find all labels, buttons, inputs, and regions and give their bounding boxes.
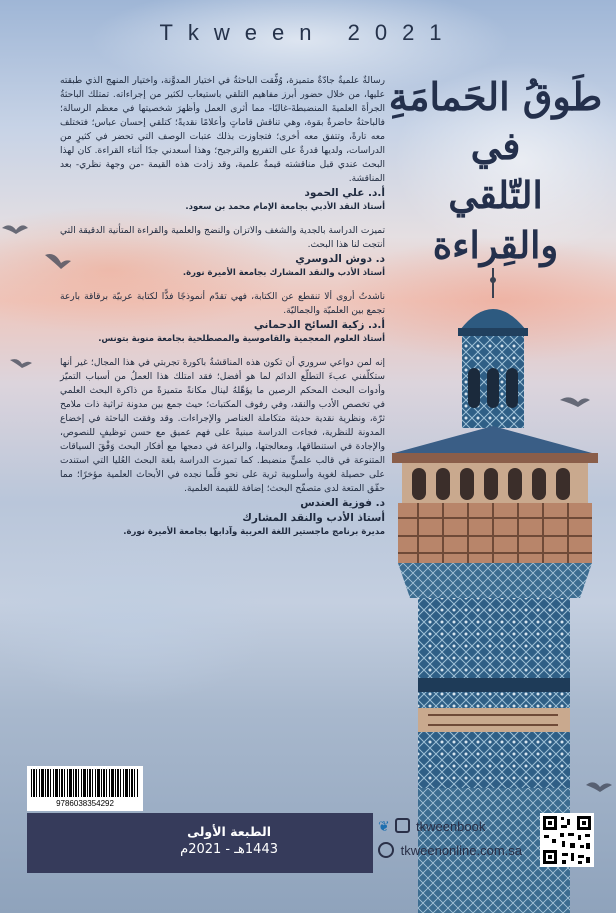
bird-icon: [10, 359, 32, 368]
reviewer-affiliation-3: أستاذ العلوم المعجمية والقاموسية والمصطلحية بجامعة منوبة بتونس.: [98, 334, 385, 344]
isbn-number: 9786038354292: [56, 799, 114, 808]
reviewer-name-3: أ.د. زكية السائح الدحماني: [253, 319, 385, 331]
review-text-2: تميزت الدراسة بالجدية والشغف والاتزان والنضج والعلمية والقراءة المتأنية الدقيقة التي أنتجت لنا هذا البحث.: [60, 226, 385, 250]
review-text-3: ناشدتُ أروى ألا تنقطع عن الكتابة، فهي تقدّم أنموذجًا فذًّا لكتابة عربيّة برقاقة بارعة تجمع بين العلميّة والجماليّة.: [60, 292, 385, 316]
edition-info: [180, 823, 278, 859]
reviewer-name-1: أ.د. علي الحمود: [304, 187, 385, 199]
edition-band: [27, 813, 373, 873]
barcode-label: [27, 766, 143, 811]
reviewer-role-4: أستاذ الأدب والنقد المشارك: [242, 512, 385, 524]
bird-icon: [2, 225, 28, 234]
book-title-line-3: التّلقي والقِراءة: [432, 173, 559, 267]
reviews-section: [60, 74, 385, 539]
instagram-icon: [395, 818, 410, 833]
qr-code-icon: [540, 813, 594, 867]
book-title: [388, 72, 603, 270]
reviewer-affiliation-2: أستاذ الأدب والنقد المشارك بجامعة الأميرة نورة.: [182, 268, 385, 278]
globe-icon: [378, 842, 394, 858]
social-handle-row[interactable]: [378, 818, 485, 835]
social-handle: tkweenbook: [415, 819, 486, 834]
publisher-brand: Tkween 2021: [159, 20, 457, 45]
review-text-4: إنه لمن دواعي سروري أن تكون هذه المناقشةُ باكورةَ تجربتي في هذا المجال؛ غير أنها ستكلّفني عبءَ التطلّع الدائم لما هو أفضل؛ فقد امتلك هذا العملُ من أسباب التميّز وأدوات البحث المحكم الرصين ما يؤهّلهُ لينال مكانةً متميزةً من ذاكرة البحث العلمي في تخصص الأدب والنقد، وفي رفوف المكتبات؛ حيث جمع بين مدونة تراثية ذات ملامح ثرّة، ونظرية نقدية حديثة متكاملة العناصر والإجراءات. وقد وفقت الباحثة في إخضاع المدونة للنظرية، فجاءت الدراسة مبنيةً على فهم عميق مع حسن توظيفٍ للنصوص، والإجادة في استنطاقها، ومعالجتها، والبراعة في دمجها مع أفكار البحث وَفْقَ السياقات المتنوعة في قالب علميٍّ منضبط. كما تميزت الدراسة بلغة البحث العُليا التي استندت على حصيلة لغوية وأسلوبية ثرية على نحو قلّما نجده في الأبحاث العلمية مؤخرًا؛ مما حقّق المتعة لدى متصفّح البحث؛ إضافة للقيمة العلمية.: [60, 358, 385, 494]
website-url: tkweenonline.com.sa: [400, 843, 523, 858]
book-title-line-2: في: [470, 123, 521, 168]
reviewer-name-4: د. فوزية العندس: [300, 497, 385, 509]
twitter-icon: ❦: [378, 818, 390, 834]
edition-year: 1443هـ - 2021م: [180, 842, 278, 857]
reviewer-name-2: د. دوش الدوسري: [295, 253, 385, 265]
website-link[interactable]: [378, 842, 522, 858]
review-text-1: رسالةٌ علميةٌ جادّةٌ متميزة، وُفِّقت الباحثةُ في اختيار المدوَّنة، واختيار المنهج الذي طبقته عليها، من خلال حضور أبرز مفاهيم التلقي باستيعاب لكثير من إجراءاته. تمتلك الباحثةُ الجرأةَ العلميةَ المنضبطةَ-غالبًا- مما أثرى العمل وأظهرَ شخصيتها في معظم الرسالة؛ فالباحثةُ حاضرةٌ بقوة، وهي تناقش قاماتٍ وأعلامًا نقديةً؛ كتلقي إحسان عباس؛ فتختلف معه تارةً، وتتفق معه أخرى؛ فتجاوزت بذلك عتبات الوصف التي تحضر في كثيرٍ من الدراسات، ولديها قدرةٌ على التفريع والترجيح؛ وهذا أسعدني جدًا أثناء القراءة. كان لهذا البحث عندي قبل مناقشته قيمةٌ علمية، وقد زادت هذه القيمة -من وجهة نظري- بعد المناقشة.: [60, 76, 385, 184]
edition-label: الطبعة الأولى: [187, 824, 272, 839]
barcode-icon: [31, 769, 139, 797]
reviewer-affiliation-1: أستاذ النقد الأدبي بجامعة الإمام محمد بن سعود.: [185, 202, 385, 212]
reviewer-affiliation-4: مديرة برنامج ماجستير اللغة العربية وآدابها بجامعة الأميرة نورة.: [123, 527, 385, 537]
book-title-line-1: طَوقُ الحَمامَةِ: [388, 74, 603, 119]
